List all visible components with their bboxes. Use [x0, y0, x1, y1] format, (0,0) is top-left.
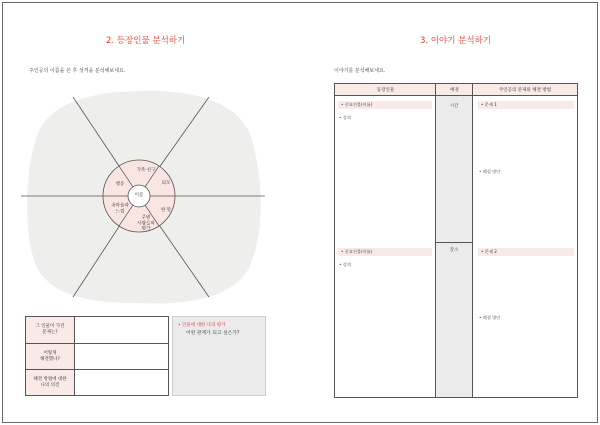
wheel-label-speech: 한 말 [160, 208, 172, 214]
character-trait-1: • 성격 [339, 115, 351, 120]
background-place-label: 장소 [449, 248, 459, 253]
background-divider [436, 242, 473, 243]
problem-tag-1[interactable]: • 문제 1 [478, 101, 574, 109]
wheel-label-family: 가족·친구 [136, 168, 156, 174]
character-trait-2: • 성격 [339, 262, 351, 267]
story-analysis-instruction: 이야기를 분석해보세요. [334, 68, 386, 74]
question-row-problem[interactable] [26, 317, 168, 344]
wheel-label-others: 주변 사람들의 평가 [137, 215, 155, 232]
background-time-label: 시간 [449, 104, 459, 109]
column-divider-1 [435, 84, 436, 397]
wheel-center-label: 이름 [134, 193, 144, 199]
header-background: 배경 [436, 84, 473, 96]
problem-tag-2[interactable]: • 문제 2 [478, 248, 574, 256]
wheel-label-action: 행동 [115, 182, 125, 188]
question-label-solution: 어떻게 해결했나? [26, 344, 75, 369]
question-label-problem: 그 인물이 가진 문제는? [26, 317, 75, 343]
question-table [25, 316, 169, 396]
character-wheel [21, 83, 271, 308]
wheel-label-appearance: 외모 [161, 181, 171, 187]
evaluation-title: • 인물에 대한 나의 평가 [178, 323, 226, 328]
solution-label-2: • 해결 방안 [479, 315, 501, 320]
header-problem-solution: 주인공의 문제와 해결 방법 [473, 84, 577, 96]
column-divider-2 [472, 84, 473, 397]
solution-label-1: • 해결 방안 [479, 169, 501, 174]
character-analysis-instruction: 주인공의 이름을 쓴 후 성격을 분석해보세요. [29, 68, 126, 74]
header-characters: 등장인물 [335, 84, 436, 96]
character-wheel-diagram [21, 83, 271, 308]
story-analysis-title: 3. 이야기 분석하기 [420, 36, 491, 46]
evaluation-subtitle: 어떤 관계가 되고 싶은가? [186, 331, 240, 336]
wheel-label-mind: 속마음과 느낌 [111, 203, 129, 214]
evaluation-box[interactable] [172, 316, 266, 396]
question-row-solution[interactable] [26, 344, 168, 370]
question-row-opinion[interactable] [26, 370, 168, 395]
character-tag-2[interactable]: • 중요인물(이름) [338, 248, 432, 256]
story-analysis-table [334, 83, 578, 398]
character-analysis-title: 2. 등장인물 분석하기 [106, 36, 186, 46]
question-label-opinion: 해결 방법에 대한 나의 의견 [26, 370, 75, 395]
character-tag-1[interactable]: • 중요인물(이름) [338, 101, 432, 109]
